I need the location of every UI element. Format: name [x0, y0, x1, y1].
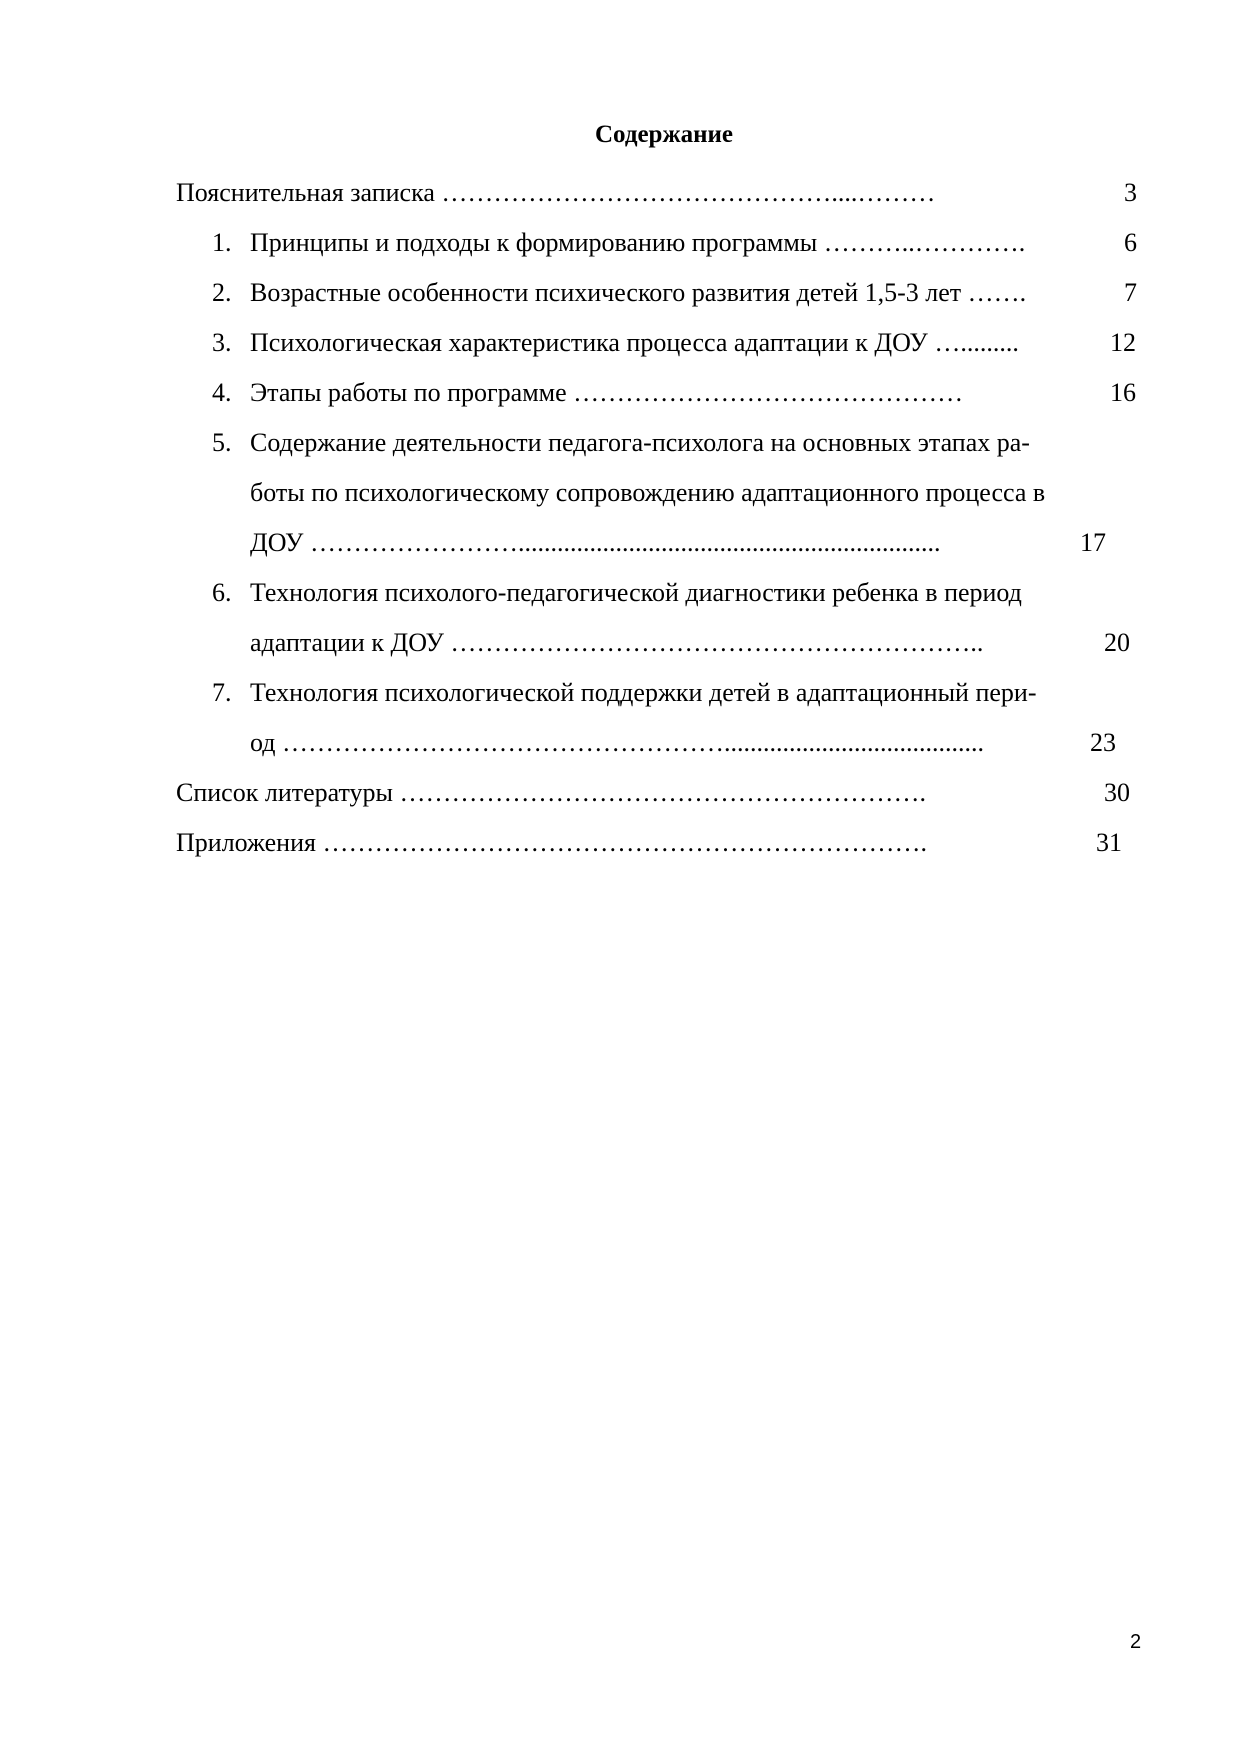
footer-page-number: 2	[1130, 1631, 1142, 1653]
toc-item-number: 5.	[212, 428, 232, 457]
toc-entry-psychologist-activity[interactable]	[250, 426, 1030, 460]
page-title: Содержание	[594, 121, 733, 148]
toc-item-number: 4.	[212, 378, 232, 407]
toc-page-number: 17	[1080, 528, 1106, 557]
toc-page-number: 16	[1110, 378, 1136, 407]
toc-page-number: 6	[1124, 228, 1137, 257]
toc-entry-intro[interactable]	[176, 176, 935, 210]
toc-item-number: 1.	[212, 228, 232, 257]
toc-entry-text: Принципы и подходы к формированию программы ………..………….	[250, 228, 1026, 257]
toc-entry-text-line-2: боты по психологическому сопровождению адаптационного процесса в	[250, 478, 1046, 507]
toc-entry-literature[interactable]	[176, 776, 926, 810]
toc-entry-text-line-3: ДОУ …………………….................................................................	[250, 528, 941, 557]
toc-entry-text: Приложения …………………………………………………………….	[176, 828, 927, 857]
toc-page-number: 23	[1090, 728, 1116, 757]
toc-entry-age-features[interactable]	[250, 276, 1026, 310]
toc-page-number: 31	[1096, 828, 1122, 857]
toc-entry-support-technology[interactable]	[250, 676, 1037, 710]
toc-entry-text: Список литературы …………………………………………………….	[176, 778, 926, 807]
toc-page-number: 7	[1124, 278, 1137, 307]
toc-entry-text: Этапы работы по программе ………………………………………	[250, 378, 964, 407]
toc-entry-text-line-1: Технология психолого-педагогической диагностики ребенка в период	[250, 578, 1022, 607]
toc-item-number: 3.	[212, 328, 232, 357]
toc-entry-text: Психологическая характеристика процесса адаптации к ДОУ ….........	[250, 328, 1019, 357]
toc-page-number: 12	[1110, 328, 1136, 357]
toc-entry-text-line-2: од ……………………………………………........................................	[250, 728, 984, 757]
toc-entry-principles[interactable]	[250, 226, 1025, 260]
toc-entry-text-line-1: Содержание деятельности педагога-психолога на основных этапах ра-	[250, 428, 1030, 457]
toc-entry-diagnostics-technology[interactable]	[250, 576, 1022, 610]
toc-item-number: 7.	[212, 678, 232, 707]
toc-entry-text-line-1: Технология психологической поддержки детей в адаптационный пери-	[250, 678, 1037, 707]
toc-page-number: 20	[1104, 628, 1130, 657]
toc-item-number: 6.	[212, 578, 232, 607]
toc-page-number: 30	[1104, 778, 1130, 807]
toc-entry-adaptation-characteristics[interactable]	[250, 326, 1019, 360]
toc-entry-appendix[interactable]	[176, 826, 927, 860]
toc-entry-work-stages[interactable]	[250, 376, 963, 410]
toc-entry-text: Возрастные особенности психического развития детей 1,5-3 лет …….	[250, 278, 1027, 307]
toc-page-number: 3	[1124, 178, 1137, 207]
toc-item-number: 2.	[212, 278, 232, 307]
toc-entry-text: Пояснительная записка ………………………………………....………	[176, 178, 936, 207]
toc-entry-text-line-2: адаптации к ДОУ ……………………………………………………..	[250, 628, 984, 657]
